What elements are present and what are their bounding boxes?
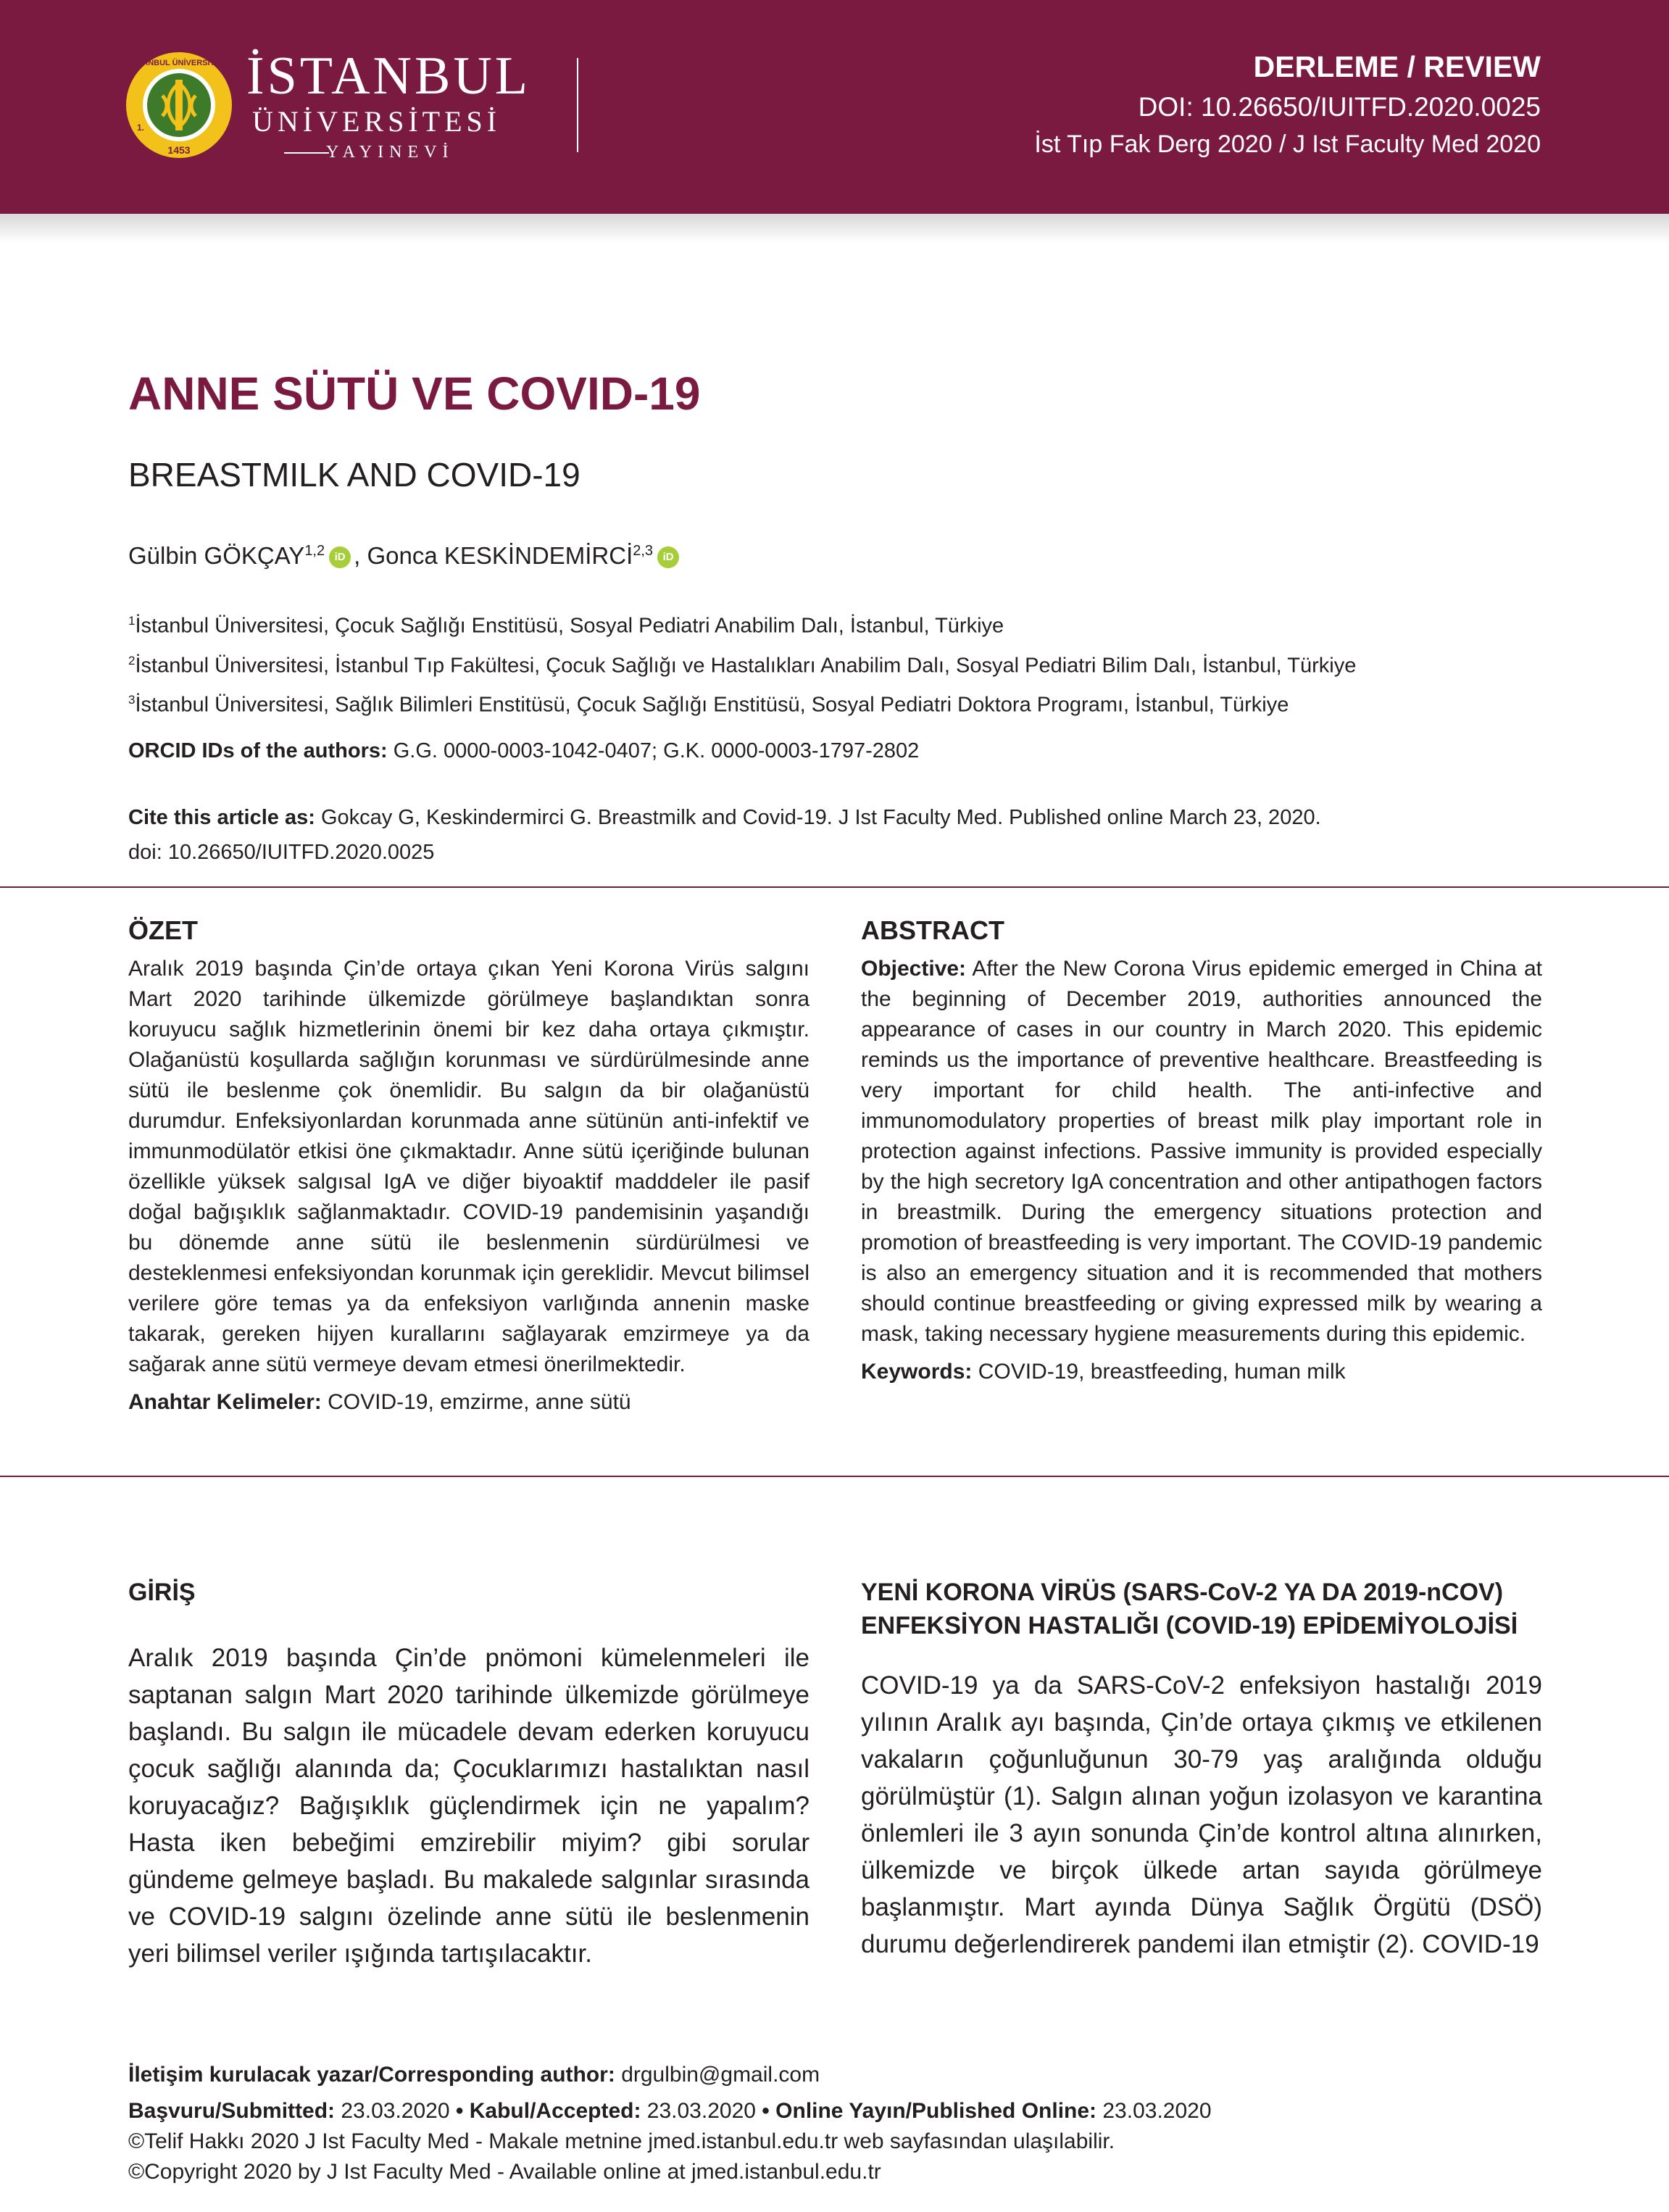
abstract-bottom-rule: [0, 1476, 1669, 1477]
giris-text: Aralık 2019 başında Çin’de pnömoni kümelenmeleri ile saptanan salgın Mart 2020 tarihinde ülkemizde görülmeye başlandı. Bu salgın ile mücadele devam ederken koruyucu çocuk sağlığı alanında da; Çocuklarımızı hastalıktan nasıl koruyacağız? Bağışıklık güçlendirmek için ne yapalım? Hasta iken bebeğimi emzirebilir miyim? gibi sorular gündeme gelmeye başladı. Bu makalede salgınlar sırasında ve COVID-19 salgını özelinde anne sütü ile beslenmenin yeri bilimsel veriler ışığında tartışılacaktır.: [128, 1644, 809, 1968]
affiliation-item: [128, 683, 1356, 723]
affiliation-item: [128, 604, 1356, 644]
epidemiology-text: COVID-19 ya da SARS-CoV-2 enfeksiyon hastalığı 2019 yılının Aralık ayı başında, Çin’de ortaya çıkmış ve etkilenen vakaların çoğunluğunun 30-79 yaş aralığında olduğu görülmüştür (1). Salgın alınan yoğun izolasyon ve karantina önlemleri ile 3 ayın sonunda Çin’de kontrol altına alınırken, ülkemizde ve birçok ülkede artan sayıda görülmeye başlanmıştır. Mart ayında Dünya Sağlık Örgütü (DSÖ) durumu değerlendirerek pandemi ilan etmiştir (2). COVID-19: [861, 1671, 1542, 1958]
university-seal-icon: [125, 51, 233, 159]
corresponding-label: İletişim kurulacak yazar/Corresponding author:: [128, 2063, 615, 2087]
affiliation-text: İstanbul Üniversitesi, Sağlık Bilimleri Enstitüsü, Çocuk Sağlığı Enstitüsü, Sosyal Pediatri Doktora Programı, İstanbul, Türkiye: [135, 693, 1289, 717]
author-separator: ,: [354, 542, 367, 569]
abstract-heading: ABSTRACT: [861, 915, 1004, 945]
author-name: Gonca KESKİNDEMİRCİ: [367, 542, 633, 569]
affiliation-item: [128, 644, 1356, 683]
header-banner: [0, 0, 1669, 214]
copyright-tr: ©Telif Hakkı 2020 J Ist Faculty Med - Makale metnine jmed.istanbul.edu.tr web sayfasından ulaşılabilir.: [128, 2129, 1115, 2153]
ozet-keywords-label: Anahtar Kelimeler:: [128, 1390, 322, 1414]
copyright-en: ©Copyright 2020 by J Ist Faculty Med - Available online at jmed.istanbul.edu.tr: [128, 2160, 881, 2184]
submitted-date: 23.03.2020: [341, 2099, 450, 2123]
author-affil-sup: 1,2: [304, 543, 325, 559]
online-date: 23.03.2020: [1102, 2099, 1212, 2123]
orcid-label: ORCID IDs of the authors:: [128, 739, 388, 762]
abstract-keywords: [861, 1357, 1542, 1387]
objective-label: Objective:: [861, 957, 967, 981]
logo-line-1: İSTANBUL: [246, 46, 530, 106]
abstract-text: After the New Corona Virus epidemic emerged in China at the beginning of December 2019, authorities announced the appearance of cases in our country in March 2020. This epidemic reminds us the importance of preventive healthcare. Breastfeeding is very important for child health. The anti-infective and immunomodulatory properties of breast milk play important role in protection against infections. Passive immunity is provided especially by the high secretory IgA concentration and other antipathogen factors in breastmilk. During the emergency situations protection and promotion of breastfeeding is very important. The COVID-19 pandemic is also an emergency situation and it is recommended that mothers should continue breastfeeding or giving expressed milk by wearing a mask, taking necessary hygiene measurements during this epidemic.: [861, 957, 1542, 1346]
cite-doi[interactable]: doi: 10.26650/IUITFD.2020.0025: [128, 841, 435, 864]
logo-bracket: [577, 58, 578, 152]
seal-year: 1453: [167, 144, 191, 156]
online-label: Online Yayın/Published Online:: [775, 2099, 1097, 2123]
orcid-icon[interactable]: iD: [657, 546, 679, 568]
logo-line-3: YAYINEVİ: [326, 143, 454, 162]
epidemiology-heading: [861, 1576, 1542, 1642]
publisher-logo: [125, 46, 559, 167]
orcid-values: G.G. 0000-0003-1042-0407; G.K. 0000-0003-1797-2802: [393, 739, 920, 762]
citation: [128, 800, 1549, 870]
corresponding-author: [128, 2060, 1549, 2090]
abstract-keywords-values: COVID-19, breastfeeding, human milk: [978, 1360, 1346, 1384]
ozet-keywords: [128, 1387, 809, 1418]
affiliation-sup: 3: [128, 693, 136, 707]
epidemiology-heading-line-2: ENFEKSİYON HASTALIĞI (COVID-19) EPİDEMİYOLOJİSİ: [861, 1612, 1518, 1639]
giris-section: [128, 1576, 809, 1972]
abstract-top-rule: [0, 886, 1669, 888]
accepted-date: 23.03.2020: [646, 2099, 756, 2123]
header-shadow: [0, 214, 1669, 243]
footer: [128, 2060, 1549, 2187]
affiliation-sup: 2: [128, 653, 136, 668]
affiliation-text: İstanbul Üniversitesi, İstanbul Tıp Fakültesi, Çocuk Sağlığı ve Hastalıkları Anabilim Dalı, Sosyal Pediatri Bilim Dalı, İstanbul, Türkiye: [135, 654, 1357, 678]
seal-text: İSTANBUL ÜNİVERSİTESİ: [130, 59, 228, 67]
ozet-text: Aralık 2019 başında Çin’de ortaya çıkan Yeni Korona Virüs salgını Mart 2020 tarihinde ülkemizde görülmeye başlandıktan sonra koruyucu sağlık hizmetlerinin önemi bir kez daha ortaya çıkmıştır. Olağanüstü koşullarda sağlığın korunması ve sürdürülmesinde anne sütü ile beslenme çok önemlidir. Bu salgın da bir olağanüstü durumdur. Enfeksiyonlardan korunmada anne sütünün anti-infektif ve immunmodülatör etkisi öne çıkmaktadır. Anne sütü içeriğinde bulunan özellikle yüksek salgısal IgA ve diğer biyoaktif madddeler ile pasif doğal bağışıklık sağlanmaktadır. COVID-19 pandemisinin yaşandığı bu dönemde anne sütü ile beslenmenin sürdürülmesi ve desteklenmesi enfeksiyondan korunmak için gereklidir. Mevcut bilimsel verilere göre temas ya da enfeksiyon varlığında annenin maske takarak, gereken hijyen kurallarını sağlayarak emzirmeye ya da sağarak anne sütü vermeye devam etmesi önerilmektedir.: [128, 957, 809, 1376]
abstract-section: [861, 915, 1542, 1387]
author-name: Gülbin GÖKÇAY: [128, 542, 305, 569]
bullet: •: [455, 2099, 464, 2123]
affiliation-sup: 1: [128, 614, 136, 628]
header-meta: [1034, 52, 1541, 157]
epidemiology-section: [861, 1576, 1542, 1963]
ozet-keywords-values: COVID-19, emzirme, anne sütü: [328, 1390, 631, 1414]
ozet-heading: ÖZET: [128, 915, 198, 945]
abstract-keywords-label: Keywords:: [861, 1360, 973, 1384]
author-list: [128, 542, 682, 570]
header-doi: DOI: 10.26650/IUITFD.2020.0025: [1138, 92, 1541, 122]
corresponding-email[interactable]: drgulbin@gmail.com: [621, 2063, 820, 2087]
seal-number: 1.: [136, 122, 145, 133]
logo-line-2: ÜNİVERSİTESİ: [252, 105, 501, 138]
cite-label: Cite this article as:: [128, 806, 315, 829]
ozet-section: [128, 915, 809, 1418]
cite-text: Gokcay G, Keskindermirci G. Breastmilk and Covid-19. J Ist Faculty Med. Published online March 23, 2020.: [320, 806, 1321, 829]
affiliation-text: İstanbul Üniversitesi, Çocuk Sağlığı Enstitüsü, Sosyal Pediatri Anabilim Dalı, İstanbul, Türkiye: [135, 614, 1004, 638]
dates-line: [128, 2096, 1549, 2126]
giris-heading: GİRİŞ: [128, 1579, 196, 1606]
article-title: ANNE SÜTÜ VE COVID-19: [128, 367, 701, 420]
orcid-icon[interactable]: iD: [329, 546, 351, 568]
submitted-label: Başvuru/Submitted:: [128, 2099, 336, 2123]
journal-citation: İst Tıp Fak Derg 2020 / J Ist Faculty Med 2020: [1034, 130, 1541, 158]
affiliations: [128, 604, 1356, 723]
author-affil-sup: 2,3: [633, 543, 654, 559]
article-type: DERLEME / REVIEW: [1253, 50, 1541, 83]
orcid-ids: [128, 739, 919, 763]
epidemiology-heading-line-1: YENİ KORONA VİRÜS (SARS-CoV-2 YA DA 2019-nCOV): [861, 1579, 1504, 1606]
abstract-text-block: [861, 954, 1542, 1350]
accepted-label: Kabul/Accepted:: [469, 2099, 641, 2123]
article-subtitle: BREASTMILK AND COVID-19: [128, 456, 580, 494]
bullet: •: [762, 2099, 770, 2123]
logo-divider: [284, 152, 329, 154]
